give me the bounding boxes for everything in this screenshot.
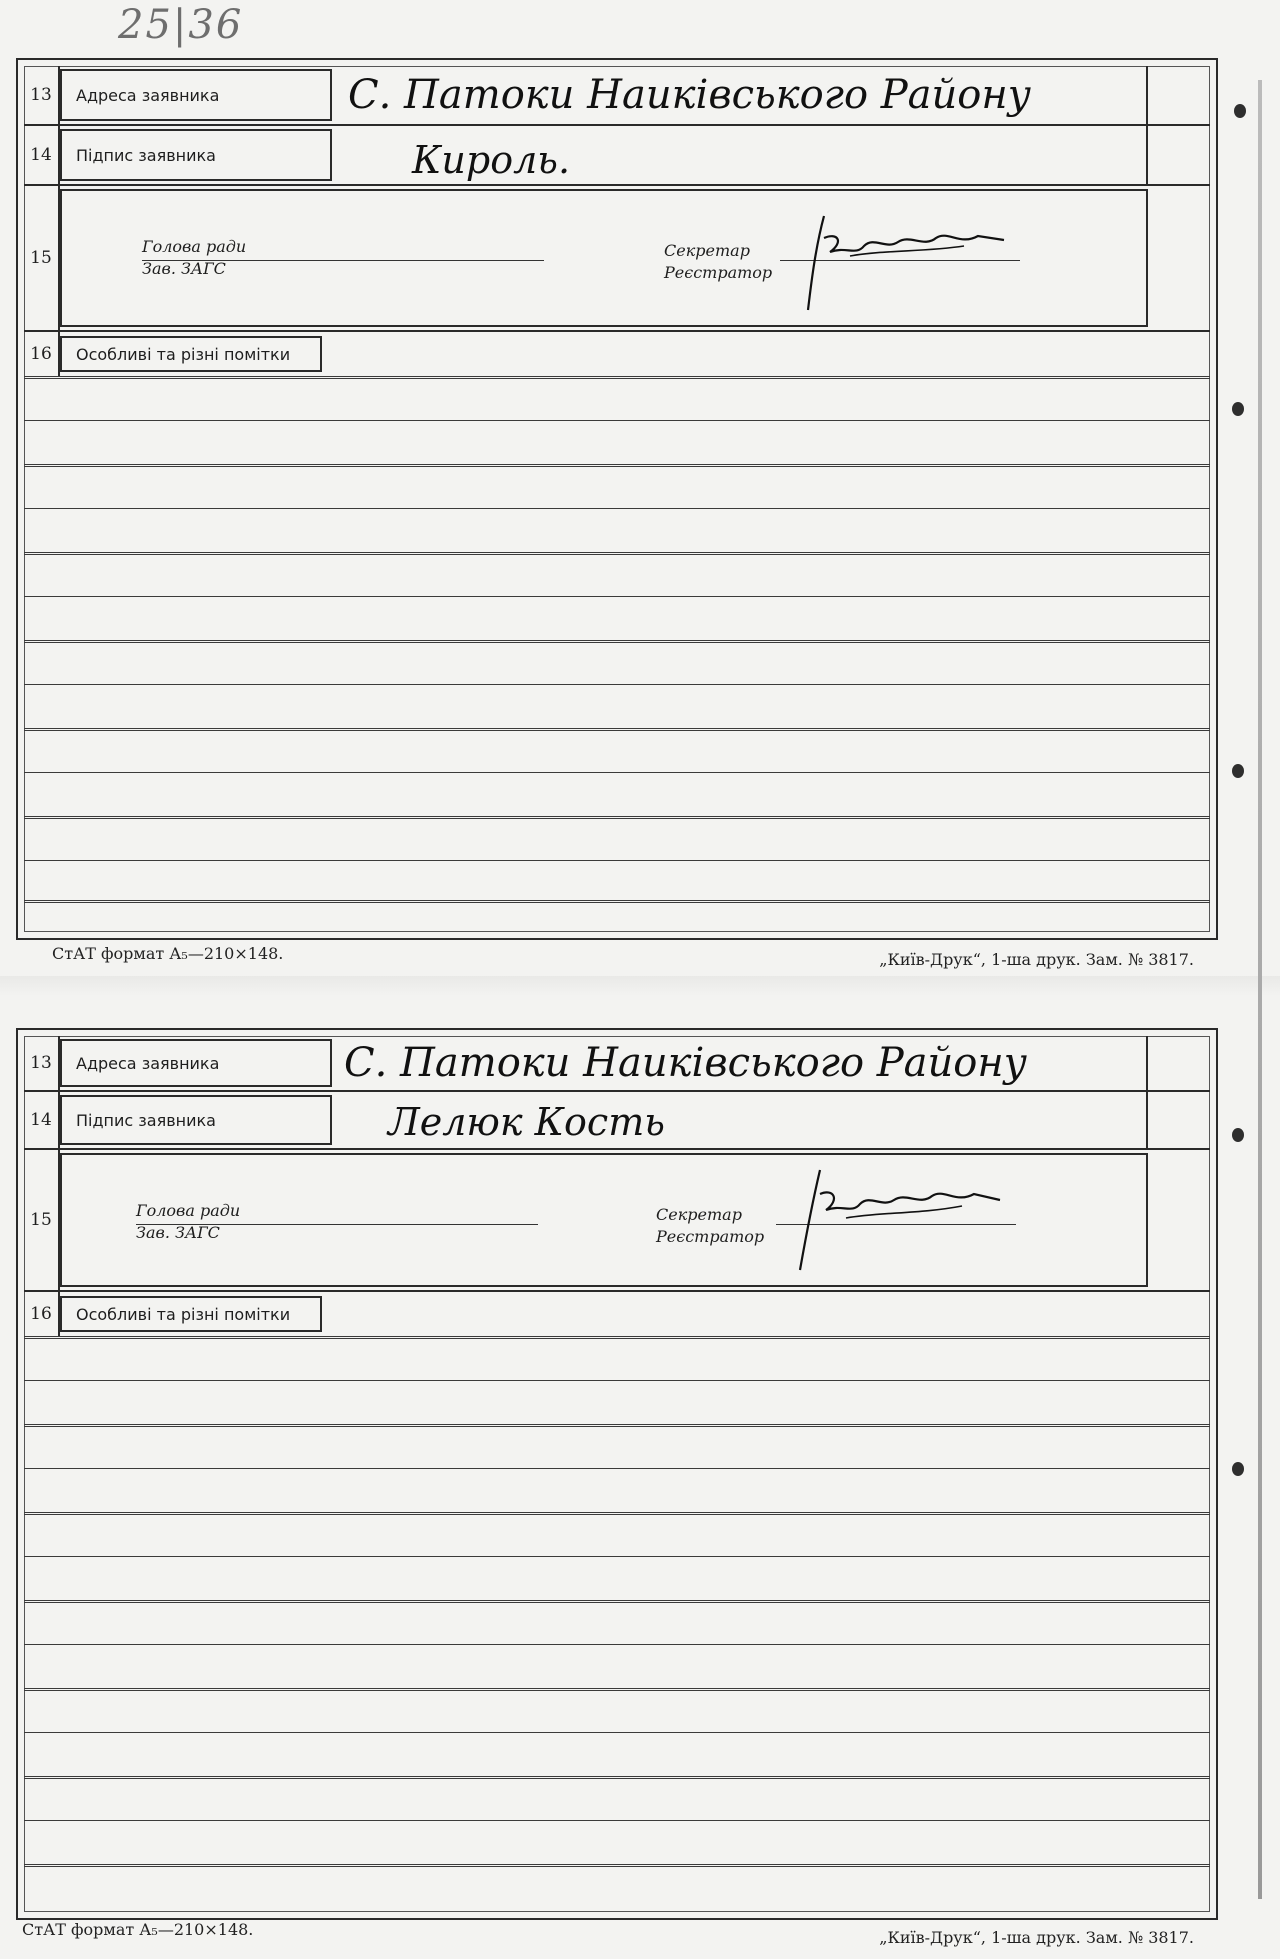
ruled-line (24, 1380, 1210, 1381)
signature-line (136, 1224, 538, 1225)
ruled-line (24, 464, 1210, 467)
field-label: Адреса заявника (60, 1039, 332, 1087)
field-13-applicant-address (24, 1036, 1210, 1092)
field-number: 15 (24, 1150, 60, 1290)
ruled-line (24, 552, 1210, 555)
punch-hole (1232, 402, 1244, 416)
field-15-officials-signatures (24, 1150, 1210, 1292)
ruled-line (24, 376, 1210, 379)
punch-hole (1232, 764, 1244, 778)
field-label: Особливі та різні помітки (60, 336, 322, 372)
field-15-officials-signatures (24, 186, 1210, 332)
handwritten-address: С. Патоки Наиківського Району (348, 72, 1031, 118)
field-number: 14 (24, 126, 60, 184)
chairman-label: Голова ради Зав. ЗАГС (136, 1201, 241, 1242)
ruled-line (24, 1732, 1210, 1733)
signature-line (142, 260, 544, 261)
field-number: 13 (24, 66, 60, 124)
ruled-line (24, 1424, 1210, 1427)
field-label: Підпис заявника (60, 129, 332, 181)
punch-hole (1232, 1128, 1244, 1142)
punch-hole (1232, 1462, 1244, 1476)
field-label: Адреса заявника (60, 69, 332, 121)
footer-format: СтАТ формат А₅—210×148. (22, 1920, 254, 1939)
card-divider (0, 976, 1280, 996)
ruled-line (24, 1820, 1210, 1821)
registration-form-bottom (16, 1028, 1218, 1920)
field-number: 16 (24, 332, 60, 376)
footer-format: СтАТ формат А₅—210×148. (52, 944, 284, 963)
field-14-applicant-signature (24, 1092, 1210, 1150)
handwritten-address: С. Патоки Наиківського Району (344, 1040, 1027, 1086)
ruled-line (24, 900, 1210, 903)
field-number: 15 (24, 186, 60, 330)
ruled-line (24, 728, 1210, 731)
field-16-special-notes (24, 1292, 1210, 1336)
binding-edge (1258, 80, 1262, 1899)
footer-printer: „Київ-Друк“, 1-ша друк. Зам. № 3817. (879, 1928, 1194, 1947)
field-number: 13 (24, 1036, 60, 1090)
secretary-label: Секретар Реєстратор (656, 1205, 765, 1246)
chairman-label: Голова ради Зав. ЗАГС (142, 237, 247, 278)
ruled-line (24, 1864, 1210, 1867)
ruled-line (24, 1336, 1210, 1339)
ruled-line (24, 508, 1210, 509)
ruled-line (24, 860, 1210, 861)
secretary-label: Секретар Реєстратор (664, 241, 773, 282)
field-13-applicant-address (24, 66, 1210, 126)
ruled-line (24, 816, 1210, 819)
footer-printer: „Київ-Друк“, 1-ша друк. Зам. № 3817. (879, 950, 1194, 969)
ruled-line (24, 1776, 1210, 1779)
ruled-line (24, 640, 1210, 643)
ruled-line (24, 420, 1210, 421)
handwritten-page-number: 25|36 (118, 2, 244, 48)
punch-hole (1234, 104, 1246, 118)
ruled-line (24, 1468, 1210, 1469)
field-number: 14 (24, 1092, 60, 1148)
registration-form-top (16, 58, 1218, 940)
field-number: 16 (24, 1292, 60, 1336)
handwritten-applicant-signature: Кироль. (412, 138, 571, 182)
ruled-line (24, 772, 1210, 773)
ruled-line (24, 684, 1210, 685)
ruled-line (24, 1600, 1210, 1603)
field-label: Підпис заявника (60, 1095, 332, 1145)
field-14-applicant-signature (24, 126, 1210, 186)
ruled-line (24, 1512, 1210, 1515)
field-label: Особливі та різні помітки (60, 1296, 322, 1332)
registrar-signature-image (794, 206, 1014, 316)
ruled-line (24, 596, 1210, 597)
registrar-signature-image (786, 1164, 1006, 1274)
ruled-line (24, 1688, 1210, 1691)
ruled-line (24, 1556, 1210, 1557)
field-16-special-notes (24, 332, 1210, 376)
ruled-line (24, 1644, 1210, 1645)
handwritten-applicant-signature: Лелюк Кость (388, 1100, 665, 1144)
